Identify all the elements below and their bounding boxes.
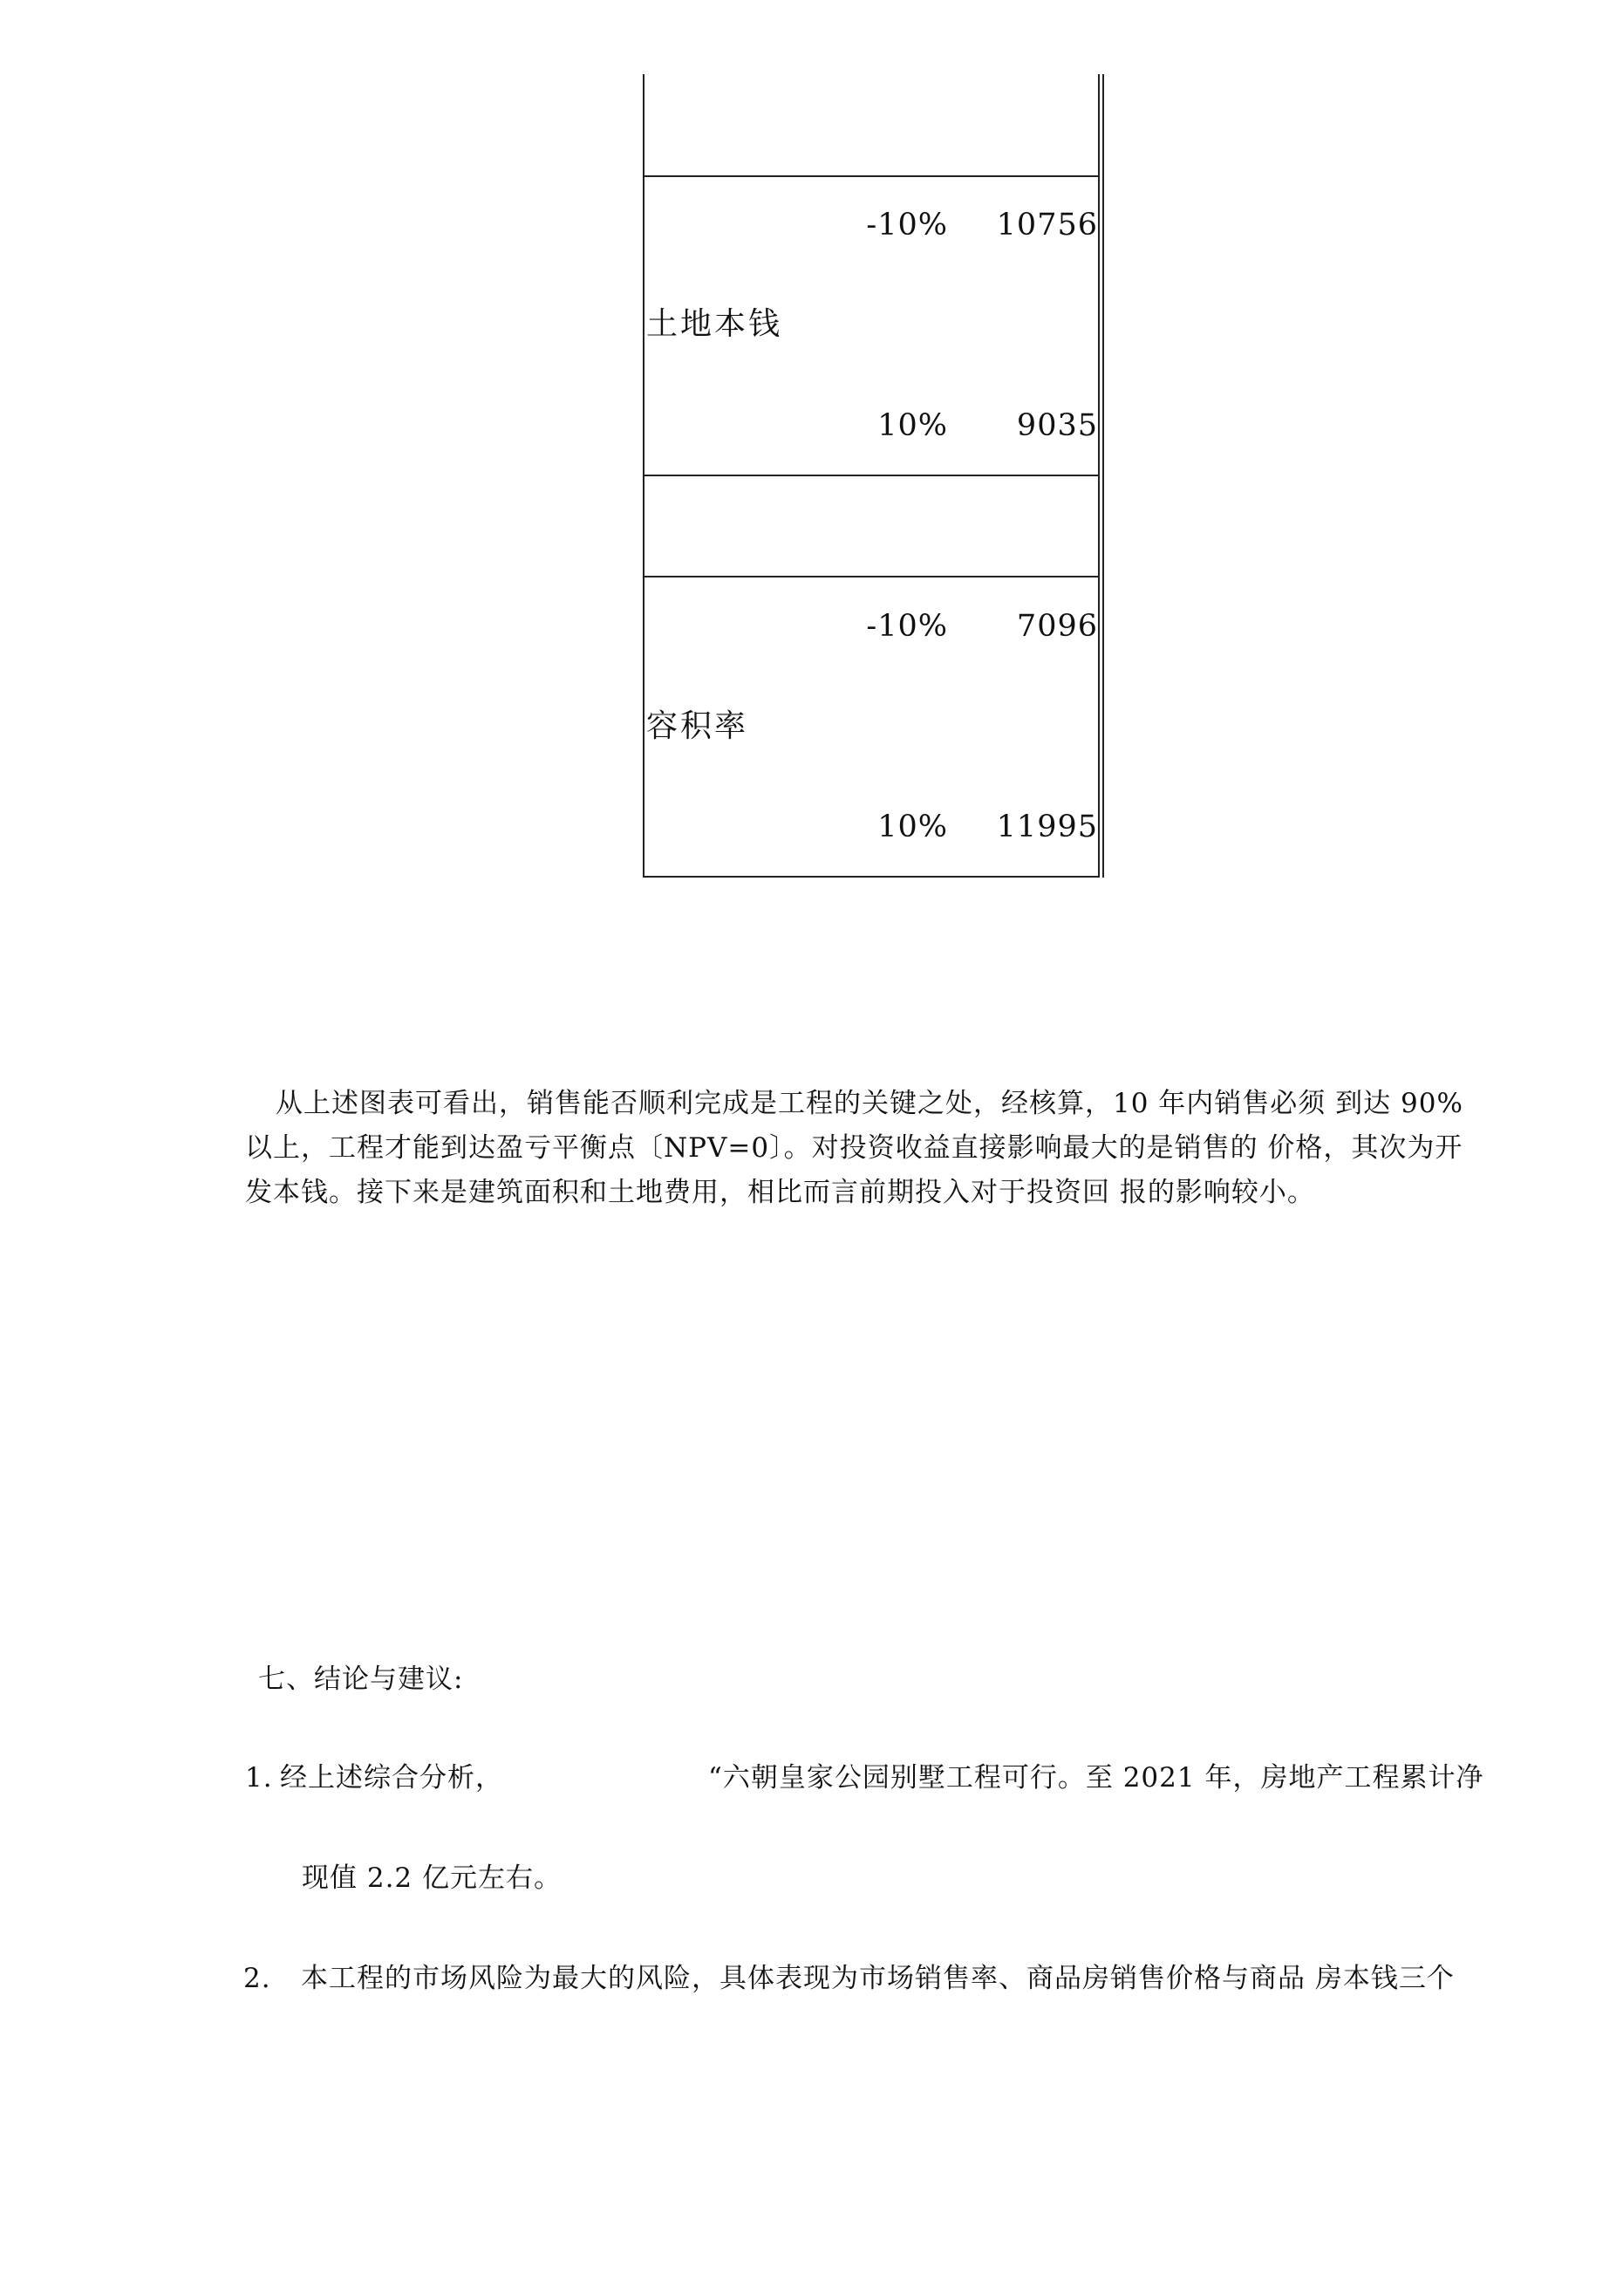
list-item-lead: 经上述综合分析， bbox=[280, 1762, 503, 1794]
list-item-continuation: 现值 2.2 亿元左右。 bbox=[302, 1862, 563, 1894]
table-cell-value: 9035 bbox=[1016, 408, 1098, 443]
sensitivity-table bbox=[643, 74, 1102, 878]
section-heading: 七、结论与建议: bbox=[258, 1664, 464, 1695]
table-row-divider bbox=[643, 576, 1100, 577]
table-border-right-outer bbox=[1102, 74, 1104, 878]
table-row-divider bbox=[643, 175, 1100, 177]
table-cell-change: 10% bbox=[877, 408, 948, 443]
table-cell-change: 10% bbox=[877, 810, 948, 844]
table-cell-factor-name: 容积率 bbox=[646, 708, 749, 744]
table-cell-value: 11995 bbox=[996, 810, 1098, 844]
list-item-text: 本工程的市场风险为最大的风险，具体表现为市场销售率、商品房销售价格与商品 房本钱三个 bbox=[301, 1963, 1455, 1994]
table-cell-value: 7096 bbox=[1016, 609, 1098, 644]
table-cell-value: 10756 bbox=[996, 208, 1098, 243]
list-item-number: 2. bbox=[243, 1963, 271, 1994]
list-item-number: 1. bbox=[245, 1762, 273, 1794]
table-row-divider bbox=[643, 475, 1100, 476]
analysis-line: 从上述图表可看出，销售能否顺利完成是工程的关键之处，经核算，10 年内销售必须 到达 90% bbox=[276, 1088, 1463, 1119]
list-item-text: “六朝皇家公园别墅工程可行。至 2021 年，房地产工程累计净 bbox=[708, 1762, 1484, 1794]
table-cell-change: -10% bbox=[866, 208, 948, 243]
analysis-line: 发本钱。接下来是建筑面积和土地费用，相比而言前期投入对于投资回 报的影响较小。 bbox=[245, 1177, 1315, 1208]
table-cell-factor-name: 土地本钱 bbox=[646, 306, 783, 342]
table-bottom-border bbox=[643, 876, 1100, 878]
table-cell-change: -10% bbox=[866, 609, 948, 644]
analysis-line: 以上，工程才能到达盈亏平衡点〔NPV=0〕。对投资收益直接影响最大的是销售的 价格，其次为开 bbox=[245, 1132, 1463, 1164]
